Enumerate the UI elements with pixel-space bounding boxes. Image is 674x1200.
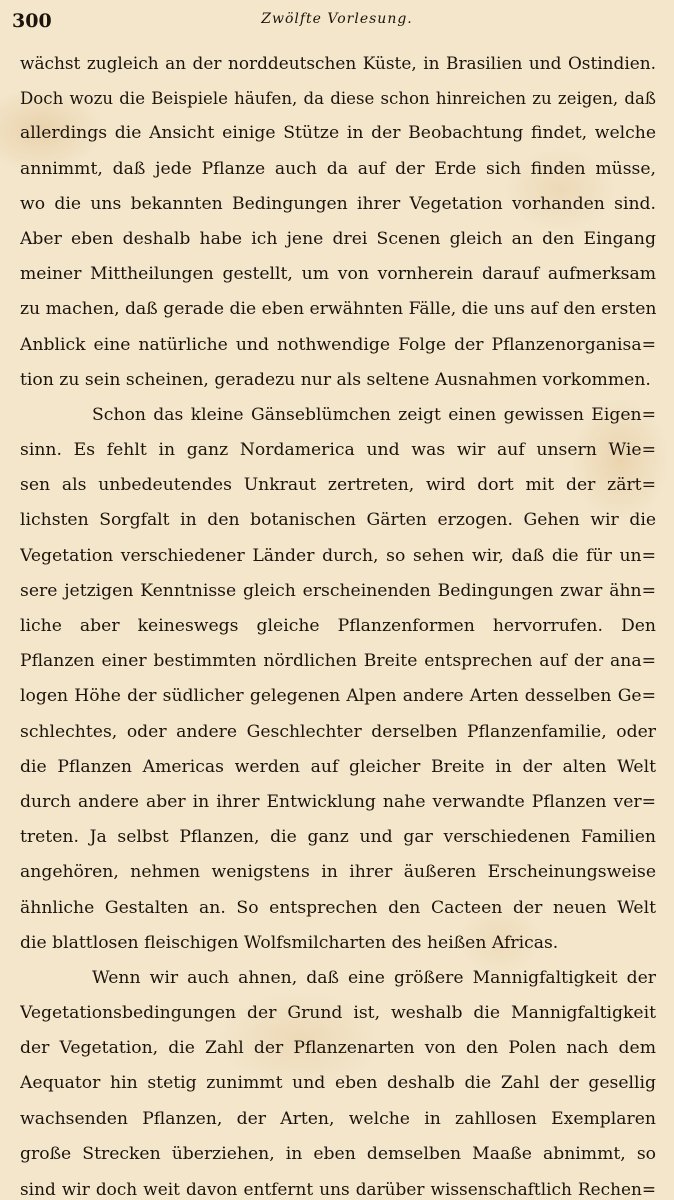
text-line: liche aber keineswegs gleiche Pflanzenformen hervorrufen. Den xyxy=(20,616,656,636)
text-line: angehören, nehmen wenigstens in ihrer äußeren Erscheinungsweise xyxy=(20,862,656,883)
text-line: allerdings die Ansicht einige Stütze in der Beobachtung findet, welche xyxy=(20,123,656,144)
text-line: Schon das kleine Gänseblümchen zeigt einen gewissen Eigen= xyxy=(92,404,656,425)
text-line: lichsten Sorgfalt in den botanischen Gärten erzogen. Gehen wir die xyxy=(20,510,656,531)
text-line: Anblick eine natürliche und nothwendige Folge der Pflanzenorganisa= xyxy=(20,334,656,355)
text-line: ähnliche Gestalten an. So entsprechen den Cacteen der neuen Welt xyxy=(20,897,656,918)
text-line: Wenn wir auch ahnen, daß eine größere Mannigfaltigkeit der xyxy=(92,967,656,988)
text-line: Doch wozu die Beispiele häufen, da diese schon hinreichen zu zeigen, daß xyxy=(20,89,656,109)
text-line: sinn. Es fehlt in ganz Nordamerica und was wir auf unsern Wie= xyxy=(20,440,656,461)
text-line: Vegetation verschiedener Länder durch, so sehen wir, daß die für un= xyxy=(20,545,656,566)
text-line: der Vegetation, die Zahl der Pflanzenarten von den Polen nach dem xyxy=(20,1038,656,1059)
text-line: zu machen, daß gerade die eben erwähnten Fälle, die uns auf den ersten xyxy=(20,299,656,320)
text-line: Aequator hin stetig zunimmt und eben deshalb die Zahl der gesellig xyxy=(20,1073,656,1094)
text-line: wächst zugleich an der norddeutschen Küste, in Brasilien und Ostindien. xyxy=(20,53,656,73)
text-line: sen als unbedeutendes Unkraut zertreten, wird dort mit der zärt= xyxy=(20,475,656,496)
body-text xyxy=(20,46,656,1200)
text-line: wo die uns bekannten Bedingungen ihrer Vegetation vorhanden sind. xyxy=(20,193,656,214)
text-line: sere jetzigen Kenntnisse gleich erscheinenden Bedingungen zwar ähn= xyxy=(20,580,656,601)
text-line: Pflanzen einer bestimmten nördlichen Breite entsprechen auf der ana= xyxy=(20,651,656,672)
text-line: sind wir doch weit davon entfernt uns darüber wissenschaftlich Rechen= xyxy=(20,1179,656,1199)
running-head xyxy=(0,10,674,36)
text-line: tion zu sein scheinen, geradezu nur als seltene Ausnahmen vorkommen. xyxy=(20,369,651,390)
text-line: die blattlosen fleischigen Wolfsmilcharten des heißen Africas. xyxy=(20,932,559,953)
text-line: Vegetationsbedingungen der Grund ist, weshalb die Mannigfaltigkeit xyxy=(20,1003,656,1024)
text-line: annimmt, daß jede Pflanze auch da auf der Erde sich finden müsse, xyxy=(20,158,656,179)
text-line: große Strecken überziehen, in eben demselben Maaße abnimmt, so xyxy=(20,1143,656,1164)
running-head-title: Zwölfte Vorlesung. xyxy=(261,11,413,27)
text-line: logen Höhe der südlicher gelegenen Alpen andere Arten desselben Ge= xyxy=(20,686,656,707)
text-line: schlechtes, oder andere Geschlechter derselben Pflanzenfamilie, oder xyxy=(20,721,656,742)
text-line: treten. Ja selbst Pflanzen, die ganz und gar verschiedenen Familien xyxy=(20,827,656,848)
text-line: meiner Mittheilungen gestellt, um von vornherein darauf aufmerksam xyxy=(20,264,656,285)
text-line: die Pflanzen Americas werden auf gleicher Breite in der alten Welt xyxy=(20,756,656,777)
text-line: durch andere aber in ihrer Entwicklung nahe verwandte Pflanzen ver= xyxy=(20,791,656,812)
text-line: wachsenden Pflanzen, der Arten, welche in zahllosen Exemplaren xyxy=(20,1108,656,1129)
text-line: Aber eben deshalb habe ich jene drei Scenen gleich an den Eingang xyxy=(20,228,656,249)
page-number: 300 xyxy=(12,10,52,32)
